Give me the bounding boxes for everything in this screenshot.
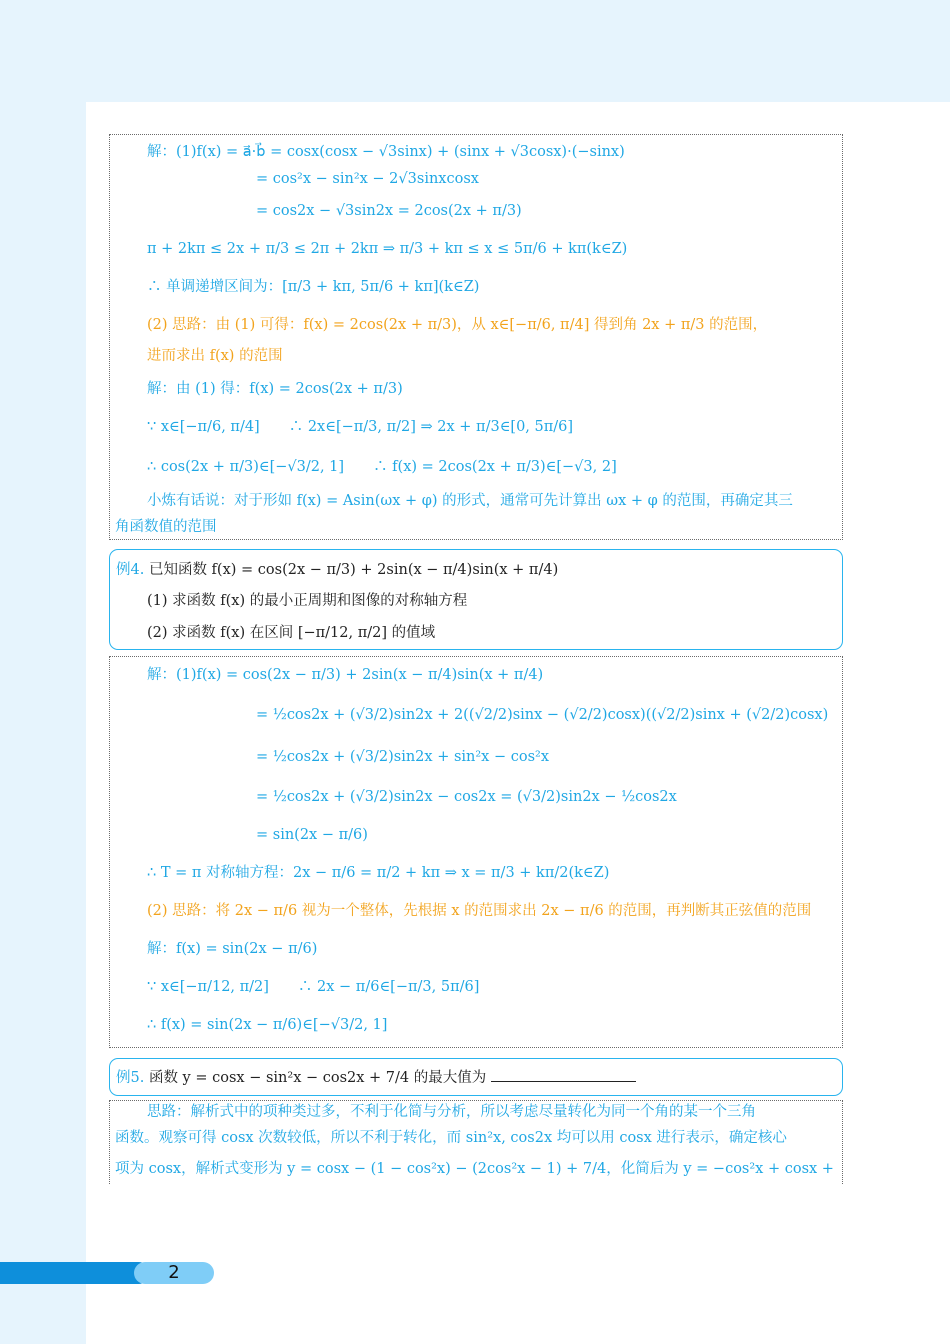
solution-line: 解：由 (1) 得：f(x) = 2cos(2x + π/3) xyxy=(147,381,403,397)
solution-line: ∵ x∈[−π/6, π/4] ∴ 2x∈[−π/3, π/2] ⇒ 2x + π/3∈[0, 5π/6] xyxy=(147,419,574,435)
example-4-stem xyxy=(116,560,558,580)
solution-line: 解：(1)f(x) = cos(2x − π/3) + 2sin(x − π/4)sin(x + π/4) xyxy=(147,667,544,683)
solution-line: 解：(1)f(x) = a⃗·b⃗ = cosx(cosx − √3sinx) + (sinx + √3cosx)·(−sinx) xyxy=(147,144,625,160)
hint-line: 进而求出 f(x) 的范围 xyxy=(147,348,283,364)
solution-line: π + 2kπ ≤ 2x + π/3 ≤ 2π + 2kπ ⇒ π/3 + kπ ≤ x ≤ 5π/6 + kπ(k∈Z) xyxy=(147,241,628,257)
page-number-bar xyxy=(0,1262,150,1284)
example-4-text: 已知函数 f(x) = cos(2x − π/3) + 2sin(x − π/4)sin(x + π/4) xyxy=(148,562,559,578)
example-4-tag: 例4. xyxy=(116,562,145,578)
solution-line: = ½cos2x + (√3/2)sin2x + 2((√2/2)sinx − (√2/2)cosx)((√2/2)sinx + (√2/2)cosx) xyxy=(256,707,829,723)
solution-line: ∴ cos(2x + π/3)∈[−√3/2, 1] ∴ f(x) = 2cos(2x + π/3)∈[−√3, 2] xyxy=(147,459,617,475)
page-number: 2 xyxy=(134,1262,214,1284)
example-5-tag: 例5. xyxy=(116,1070,145,1086)
note-line: 小炼有话说：对于形如 f(x) = Asin(ωx + φ) 的形式，通常可先计算出 ωx + φ 的范围，再确定其三 xyxy=(147,493,793,509)
answer-blank xyxy=(491,1067,636,1082)
hint-line: 思路：解析式中的项种类过多，不利于化简与分析，所以考虑尽量转化为同一个角的某一个三角 xyxy=(147,1104,756,1120)
hint-line: 函数。观察可得 cosx 次数较低，所以不利于转化，而 sin²x, cos2x 均可以用 cosx 进行表示，确定核心 xyxy=(115,1130,787,1146)
solution-box-3 xyxy=(109,1100,843,1184)
example-5-text: 函数 y = cosx − sin²x − cos2x + 7/4 的最大值为 xyxy=(148,1070,487,1086)
example-4-box xyxy=(109,549,843,650)
solution-line: = ½cos2x + (√3/2)sin2x + sin²x − cos²x xyxy=(256,749,550,765)
solution-line: ∴ f(x) = sin(2x − π/6)∈[−√3/2, 1] xyxy=(147,1017,388,1033)
example-5-stem xyxy=(116,1067,636,1088)
left-background-band xyxy=(0,0,86,1344)
solution-line: = ½cos2x + (√3/2)sin2x − cos2x = (√3/2)sin2x − ½cos2x xyxy=(256,789,677,805)
solution-line: = sin(2x − π/6) xyxy=(256,827,368,843)
solution-line: = cos²x − sin²x − 2√3sinxcosx xyxy=(256,171,479,187)
solution-line: 解：f(x) = sin(2x − π/6) xyxy=(147,941,318,957)
example-5-box xyxy=(109,1058,843,1096)
top-background-band xyxy=(0,0,950,102)
note-line: 角函数值的范围 xyxy=(115,519,217,535)
hint-line: 项为 cosx，解析式变形为 y = cosx − (1 − cos²x) − (2cos²x − 1) + 7/4，化简后为 y = −cos²x + cosx + xyxy=(115,1161,834,1177)
solution-line: ∴ 单调递增区间为：[π/3 + kπ, 5π/6 + kπ](k∈Z) xyxy=(147,279,480,295)
hint-line: (2) 思路：由 (1) 可得：f(x) = 2cos(2x + π/3)，从 x∈[−π/6, π/4] 得到角 2x + π/3 的范围， xyxy=(147,317,768,333)
solution-line: ∵ x∈[−π/12, π/2] ∴ 2x − π/6∈[−π/3, 5π/6] xyxy=(147,979,480,995)
solution-box-1 xyxy=(109,134,843,540)
solution-line: ∴ T = π 对称轴方程：2x − π/6 = π/2 + kπ ⇒ x = π/3 + kπ/2(k∈Z) xyxy=(147,865,610,881)
example-4-question-2: (2) 求函数 f(x) 在区间 [−π/12, π/2] 的值域 xyxy=(147,625,436,641)
solution-box-2 xyxy=(109,656,843,1048)
example-4-question-1: (1) 求函数 f(x) 的最小正周期和图像的对称轴方程 xyxy=(147,593,468,609)
solution-line: = cos2x − √3sin2x = 2cos(2x + π/3) xyxy=(256,203,522,219)
hint-line: (2) 思路：将 2x − π/6 视为一个整体，先根据 x 的范围求出 2x − π/6 的范围，再判断其正弦值的范围 xyxy=(147,903,812,919)
